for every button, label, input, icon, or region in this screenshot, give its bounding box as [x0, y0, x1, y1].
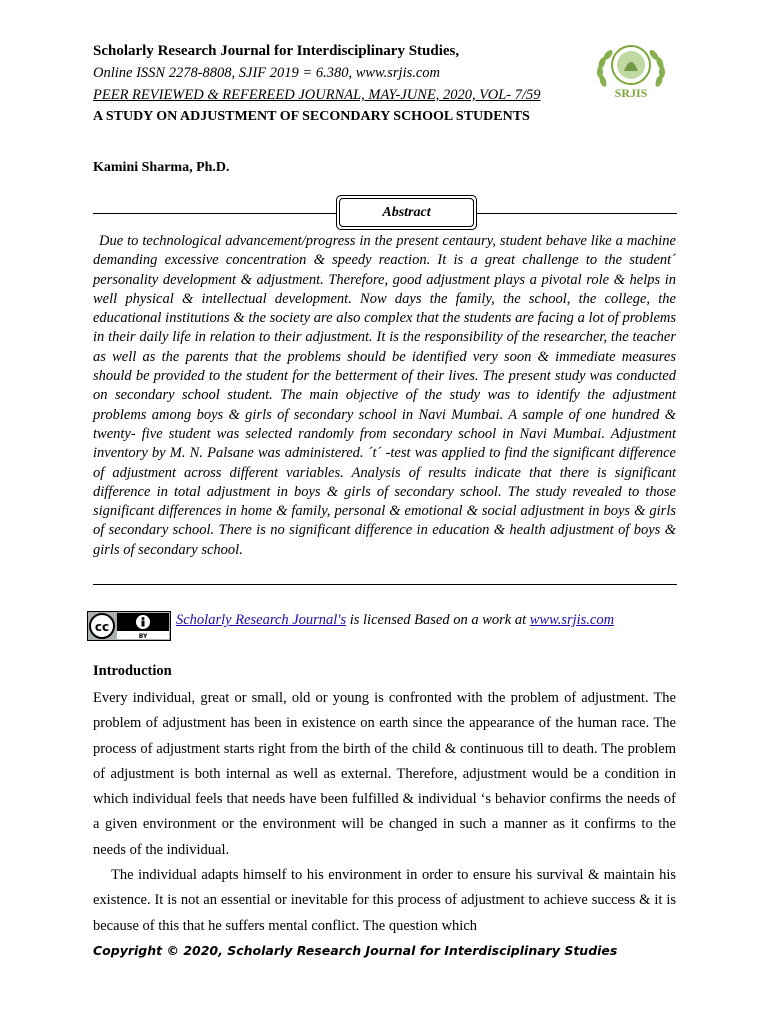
logo-text: SRJIS	[614, 86, 648, 100]
laurel-logo-icon	[586, 35, 676, 105]
author-name: Kamini Sharma, Ph.D.	[93, 160, 230, 175]
journal-license-link[interactable]: Scholarly Research Journal's	[176, 612, 347, 628]
section-heading-introduction: Introduction	[93, 663, 172, 679]
divider-left	[93, 213, 337, 214]
journal-logo	[586, 35, 676, 105]
intro-paragraph-1: Every individual, great or small, old or young is confronted with the problem of adjustment. The problem of adjustment has been in existence on earth since the appearance of the human race. The process of adjustment starts right from the birth of the child & continuous till to death. The problem of adjustment is both internal as well as external. Therefore, adjustment would be a condition in which individual feels that needs have been fulfilled & individual ‘s behavior confirms the needs of a given environment or the environment will be changed in such a manner as it confirms to the needs of the individual.	[93, 690, 676, 858]
copyright-footer: Copyright © 2020, Scholarly Research Journal for Interdisciplinary Studies	[93, 943, 618, 958]
creative-commons-icon	[87, 611, 171, 641]
divider-right	[477, 213, 677, 214]
paper-title: A STUDY ON ADJUSTMENT OF SECONDARY SCHOOL STUDENTS	[93, 109, 530, 124]
journal-name: Scholarly Research Journal for Interdisciplinary Studies,	[93, 43, 460, 59]
license-line	[176, 612, 614, 629]
divider-bottom	[93, 584, 677, 585]
svg-text:cc: cc	[94, 620, 110, 634]
abstract-heading-box	[336, 195, 477, 230]
site-link[interactable]: www.srjis.com	[529, 612, 615, 628]
license-middle-text: is licensed Based on a work at	[346, 612, 530, 628]
abstract-heading: Abstract	[339, 198, 474, 227]
abstract-text: Due to technological advancement/progress in the present centaury, student behave like a machine demanding excessive concentration & speedy reaction. It is a great challenge to the student´ personality development & adjustment. Therefore, good adjustment plays a pivotal role & helps in well physical & intellectual development. Now days the family, the school, the college, the educational institutions & the society are also complex that the students are facing a lot of problems in their daily life in relation to their adjustment. It is the responsibility of the researcher, the teacher as well as the parents that the problems should be identified very soon & immediate measures should be provided to the student for the betterment of their lives. The present study was conducted on secondary school student. The main objective of the study was to identify the adjustment problems among boys & girls of secondary school in Navi Mumbai. A sample of one hundred & twenty- five student was selected randomly from secondary school in Navi Mumbai. Adjustment inventory by M. N. Palsane was administered. ´t´ -test was applied to find the significant difference of adjustment across different variables. Analysis of results indicate that there is significant difference in total adjustment in boys & girls of secondary school. The study revealed to those significant differences in home & family, personal & emotional & social adjustment in boys & girls of secondary school. There is no significant difference in education & health adjustment of boys & girls of secondary school.	[93, 233, 676, 558]
cc-by-badge[interactable]	[87, 611, 171, 641]
review-line: PEER REVIEWED & REFEREED JOURNAL, MAY-JUNE, 2020, VOL- 7/59	[93, 87, 541, 103]
intro-paragraph-2: The individual adapts himself to his environment in order to ensure his survival & maintain his existence. It is not an essential or inevitable for this process of adjustment to achieve success & it is because of this that he suffers mental conflict. The question which	[93, 867, 676, 934]
issn-line: Online ISSN 2278-8808, SJIF 2019 = 6.380, www.srjis.com	[93, 65, 441, 81]
cc-badge-label: BY	[138, 633, 148, 640]
